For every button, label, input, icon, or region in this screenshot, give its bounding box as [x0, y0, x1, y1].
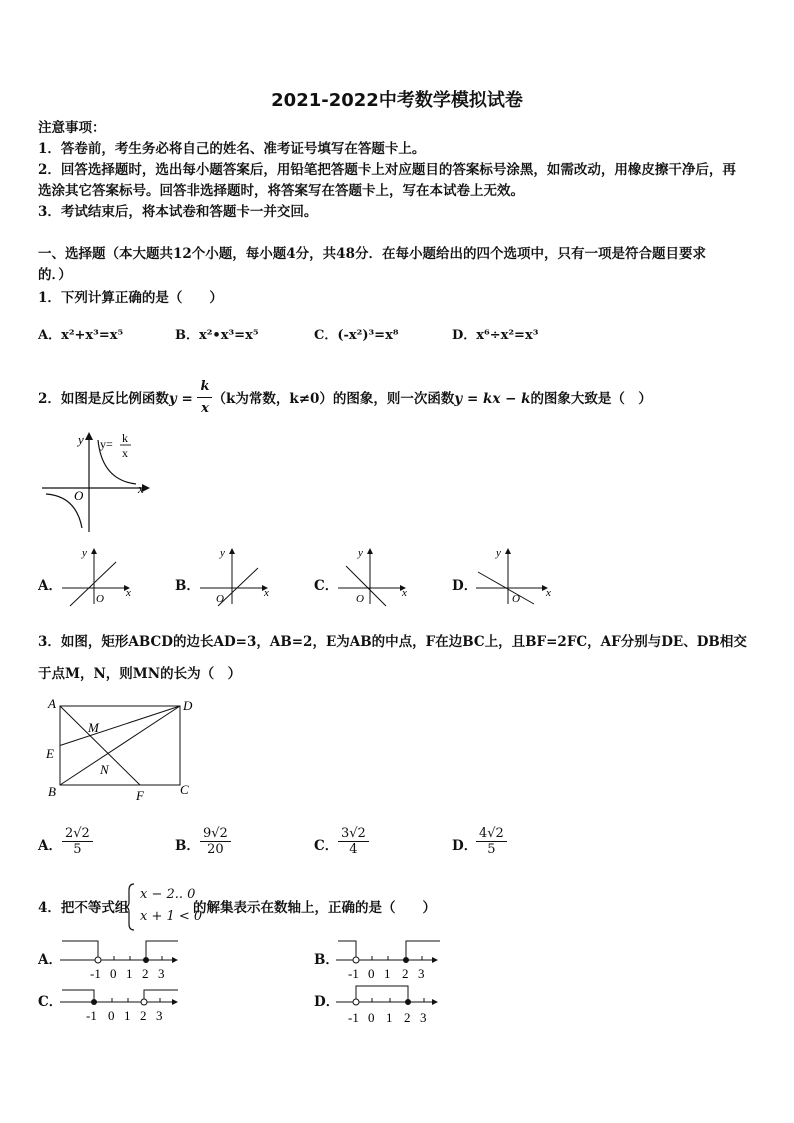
q4-option-a-numberline[interactable] [58, 936, 184, 982]
q4-option-b-label[interactable]: B． [314, 952, 339, 968]
q3-option-d-label[interactable]: D． [452, 838, 478, 854]
inverse-function-graph [38, 428, 158, 538]
q3-option-a-value[interactable]: $\frac{2√2}{5}$ [62, 826, 93, 857]
svg-text:0: 0 [108, 1008, 115, 1023]
q3-option-b-value[interactable]: $\frac{9√2}{20}$ [200, 826, 231, 857]
q2-option-d-label[interactable]: D． [452, 578, 478, 594]
svg-text:A: A [48, 696, 56, 711]
notice-heading: 注意事项： [38, 120, 106, 136]
q2-option-c-graph[interactable] [336, 546, 416, 608]
svg-text:2: 2 [142, 966, 149, 981]
svg-text:F: F [136, 788, 144, 803]
svg-text:y: y [220, 547, 225, 559]
svg-text:y=: y= [100, 437, 113, 451]
svg-text:1: 1 [126, 966, 133, 981]
q2-option-b-graph[interactable] [198, 546, 278, 608]
q1-option-d[interactable]: D．x⁶÷x²=x³ [452, 328, 539, 343]
svg-text:0: 0 [368, 1010, 375, 1025]
rectangle-figure [40, 694, 200, 806]
section-heading-cont: 的．） [38, 267, 72, 283]
fraction: $\frac{k}{x}$ [197, 376, 212, 419]
q2-option-a-graph[interactable] [60, 546, 140, 608]
section-heading: 一、选择题（本大题共12个小题，每小题4分，共48分．在每小题给出的四个选项中，只有一项是符合题目要求 [38, 246, 706, 262]
q3-option-b-label[interactable]: B． [175, 838, 200, 854]
q4-option-b-numberline[interactable] [334, 936, 444, 982]
q2-option-c-label[interactable]: C． [314, 578, 339, 594]
question-3-stem: 3．如图，矩形ABCD的边长AD=3，AB=2，E为AB的中点，F在边BC上，且BF=2FC，AF分别与DE、DB相交 [38, 634, 747, 650]
svg-text:x: x [122, 446, 128, 460]
q4-option-d-numberline[interactable] [334, 978, 444, 1026]
q1-option-a[interactable]: A．x²+x³=x⁵ [38, 328, 124, 343]
svg-text:N: N [100, 762, 109, 777]
svg-text:2: 2 [140, 1008, 147, 1023]
q4-option-c-label[interactable]: C． [38, 994, 63, 1010]
svg-text:0: 0 [110, 966, 117, 981]
svg-text:3: 3 [420, 1010, 427, 1025]
svg-text:x: x [264, 587, 269, 599]
notice-item: 3．考试结束后，将本试卷和答题卡一并交回。 [38, 204, 318, 220]
brace-icon [124, 882, 136, 932]
question-4-stem-cont: 的解集表示在数轴上，正确的是（ ） [193, 900, 436, 916]
svg-text:y: y [496, 547, 501, 559]
q2-option-d-graph[interactable] [474, 546, 558, 608]
svg-text:x: x [126, 587, 131, 599]
svg-text:y: y [78, 432, 84, 447]
question-1-stem: 1．下列计算正确的是（ ） [38, 290, 223, 306]
svg-text:1: 1 [386, 1010, 393, 1025]
notice-item: 选涂其它答案标号。回答非选择题时，将答案写在答题卡上，写在本试卷上无效。 [38, 183, 524, 199]
notice-item: 2．回答选择题时，选出每小题答案后，用铅笔把答题卡上对应题目的答案标号涂黑，如需改动，用橡皮擦干净后，再 [38, 162, 736, 178]
notice-item: 1．答卷前，考生务必将自己的姓名、准考证号填写在答题卡上。 [38, 141, 426, 157]
svg-text:-1: -1 [86, 1008, 97, 1023]
q1-option-c[interactable]: C．(-x²)³=x⁸ [314, 328, 399, 343]
svg-text:3: 3 [158, 966, 165, 981]
svg-text:1: 1 [124, 1008, 131, 1023]
q2-option-a-label[interactable]: A． [38, 578, 62, 594]
svg-text:O: O [512, 593, 520, 605]
q4-option-d-label[interactable]: D． [314, 994, 340, 1010]
svg-text:3: 3 [418, 966, 425, 981]
svg-text:-1: -1 [348, 966, 359, 981]
svg-text:O: O [216, 593, 224, 605]
svg-text:2: 2 [402, 966, 409, 981]
svg-text:k: k [122, 431, 128, 445]
svg-text:0: 0 [368, 966, 375, 981]
page-title: 2021-2022中考数学模拟试卷 [271, 90, 523, 111]
svg-text:x: x [138, 481, 144, 496]
inequality-system: x − 2.. 0 x + 1 < 0 [140, 887, 203, 924]
q2-option-b-label[interactable]: B． [175, 578, 200, 594]
svg-text:M: M [88, 720, 99, 735]
question-2-stem: 2．如图是反比例函数y = $\frac{k}{x}$ （k为常数，k≠0）的图象，则一次函数y = kx − k的图象大致是（ ） [38, 378, 652, 421]
svg-text:y: y [82, 547, 87, 559]
svg-text:2: 2 [404, 1010, 411, 1025]
svg-text:1: 1 [384, 966, 391, 981]
q4-option-c-numberline[interactable] [58, 980, 184, 1026]
svg-text:D: D [183, 698, 193, 713]
q3-option-a-label[interactable]: A． [38, 838, 62, 854]
svg-text:B: B [48, 784, 56, 799]
svg-text:-1: -1 [348, 1010, 359, 1025]
svg-text:O: O [96, 593, 104, 605]
svg-text:-1: -1 [90, 966, 101, 981]
question-4-stem: 4．把不等式组 [38, 900, 129, 916]
q4-option-a-label[interactable]: A． [38, 952, 62, 968]
svg-text:E: E [46, 746, 54, 761]
svg-text:O: O [356, 593, 364, 605]
q3-option-c-value[interactable]: $\frac{3√2}{4}$ [338, 826, 369, 857]
svg-text:3: 3 [156, 1008, 163, 1023]
q3-option-d-value[interactable]: $\frac{4√2}{5}$ [476, 826, 507, 857]
svg-text:C: C [180, 782, 189, 797]
q1-option-b[interactable]: B．x²•x³=x⁵ [175, 328, 259, 343]
svg-text:x: x [402, 587, 407, 599]
q3-option-c-label[interactable]: C． [314, 838, 339, 854]
svg-text:O: O [74, 488, 84, 503]
svg-text:x: x [546, 587, 551, 599]
svg-text:y: y [358, 547, 363, 559]
question-3-stem-cont: 于点M，N，则MN的长为（ ） [38, 666, 242, 682]
